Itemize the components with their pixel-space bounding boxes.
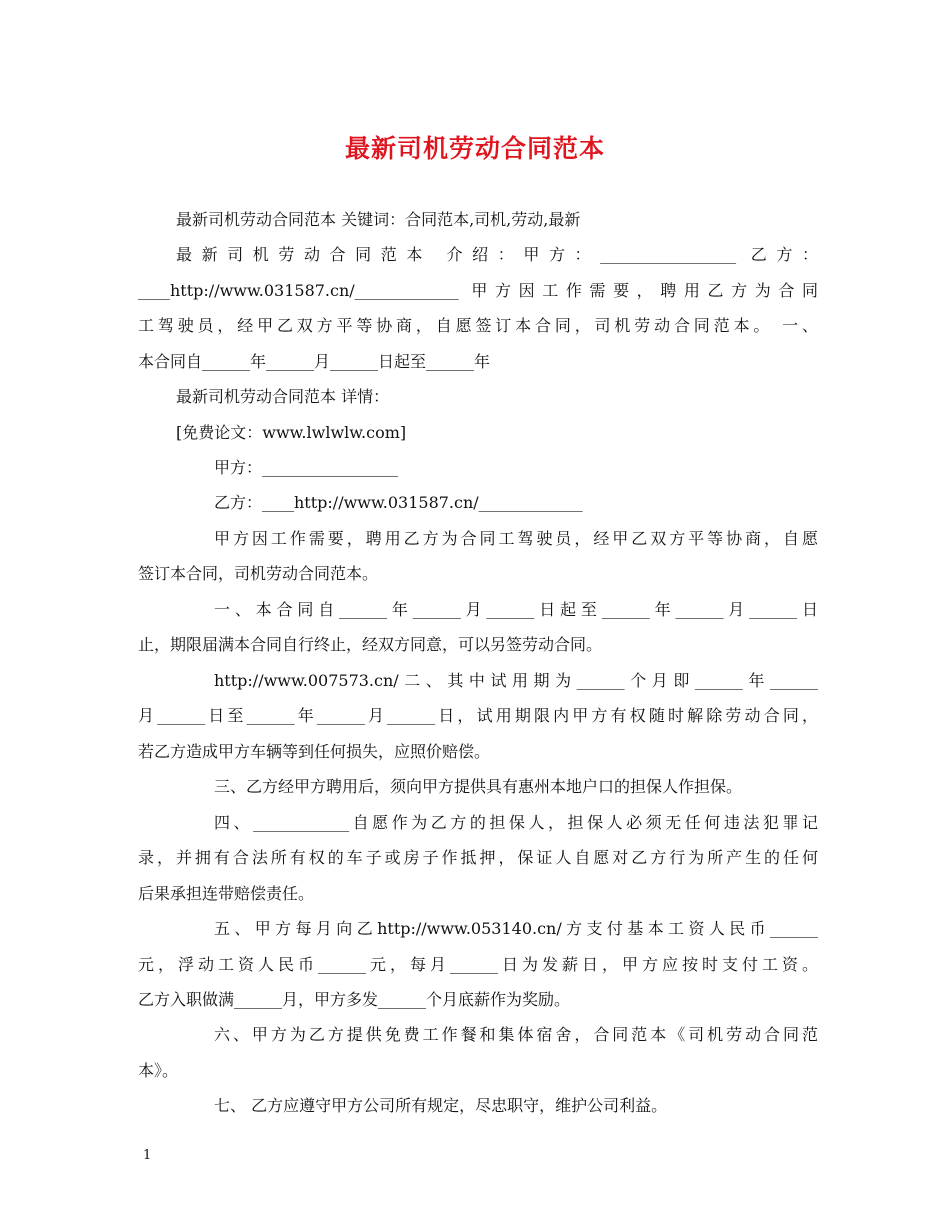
party-b-line: 乙方：____http://www.031587.cn/_____________ bbox=[214, 493, 583, 512]
intro-continued-line: ____http://www.031587.cn/_____________ 甲方因工作需要，聘用乙方为合同 bbox=[138, 281, 818, 300]
clause-4-line: 录，并拥有合法所有权的车子或房子作抵押，保证人自愿对乙方行为所产生的任何 bbox=[138, 848, 818, 867]
clause-2-line: 月______日至______年______月______日，试用期限内甲方有权随时解除劳动合同， bbox=[138, 706, 818, 725]
source-link-line: [免费论文：www.lwlwlw.com] bbox=[176, 423, 407, 442]
document-title: 最新司机劳动合同范本 bbox=[344, 134, 605, 163]
clause-1-line: 一、本合同自______年______月______日起至______年______月______日 bbox=[214, 600, 818, 619]
intro-continued-line: 本合同自______年______月______日起至______年 bbox=[138, 352, 491, 371]
paragraph-line: 甲方因工作需要，聘用乙方为合同工驾驶员，经甲乙双方平等协商，自愿 bbox=[214, 529, 818, 548]
clause-6-line: 本》。 bbox=[138, 1061, 179, 1080]
clause-5-line: 元，浮动工资人民币______元，每月______日为发薪日，甲方应按时支付工资。 bbox=[138, 955, 818, 974]
party-a-line: 甲方：_________________ bbox=[214, 458, 399, 477]
clause-5-line: 乙方入职做满______月，甲方多发______个月底薪作为奖励。 bbox=[138, 990, 571, 1009]
clause-7-line: 七、 乙方应遵守甲方公司所有规定，尽忠职守，维护公司利益。 bbox=[214, 1096, 668, 1115]
clause-2-line: 若乙方造成甲方车辆等到任何损失，应照价赔偿。 bbox=[138, 742, 491, 761]
details-heading: 最新司机劳动合同范本 详情： bbox=[176, 387, 390, 406]
clause-5-line: 五、甲方每月向乙http://www.053140.cn/方支付基本工资人民币______ bbox=[214, 919, 818, 938]
paragraph-line: 签订本合同，司机劳动合同范本。 bbox=[138, 564, 379, 583]
clause-6-line: 六、甲方为乙方提供免费工作餐和集体宿舍，合同范本《司机劳动合同范 bbox=[214, 1025, 818, 1044]
keywords-line: 最新司机劳动合同范本 关键词：合同范本,司机,劳动,最新 bbox=[176, 210, 581, 229]
clause-4-line: 后果承担连带赔偿责任。 bbox=[138, 884, 315, 903]
intro-line: 最新司机劳动合同范本 介绍：甲方：_________________ 乙方： bbox=[176, 245, 818, 264]
intro-continued-line: 工驾驶员，经甲乙双方平等协商，自愿签订本合同，司机劳动合同范本。 一、 bbox=[138, 316, 818, 335]
page-number: 1 bbox=[143, 1148, 152, 1163]
clause-4-line: 四、____________自愿作为乙方的担保人，担保人必须无任何违法犯罪记 bbox=[214, 813, 818, 832]
clause-2-line: http://www.007573.cn/二、其中试用期为______个月即______年______ bbox=[214, 671, 818, 690]
clause-3-line: 三、乙方经甲方聘用后，须向甲方提供具有惠州本地户口的担保人作担保。 bbox=[214, 777, 743, 796]
clause-1-line: 止，期限届满本合同自行终止，经双方同意，可以另签劳动合同。 bbox=[138, 635, 603, 654]
